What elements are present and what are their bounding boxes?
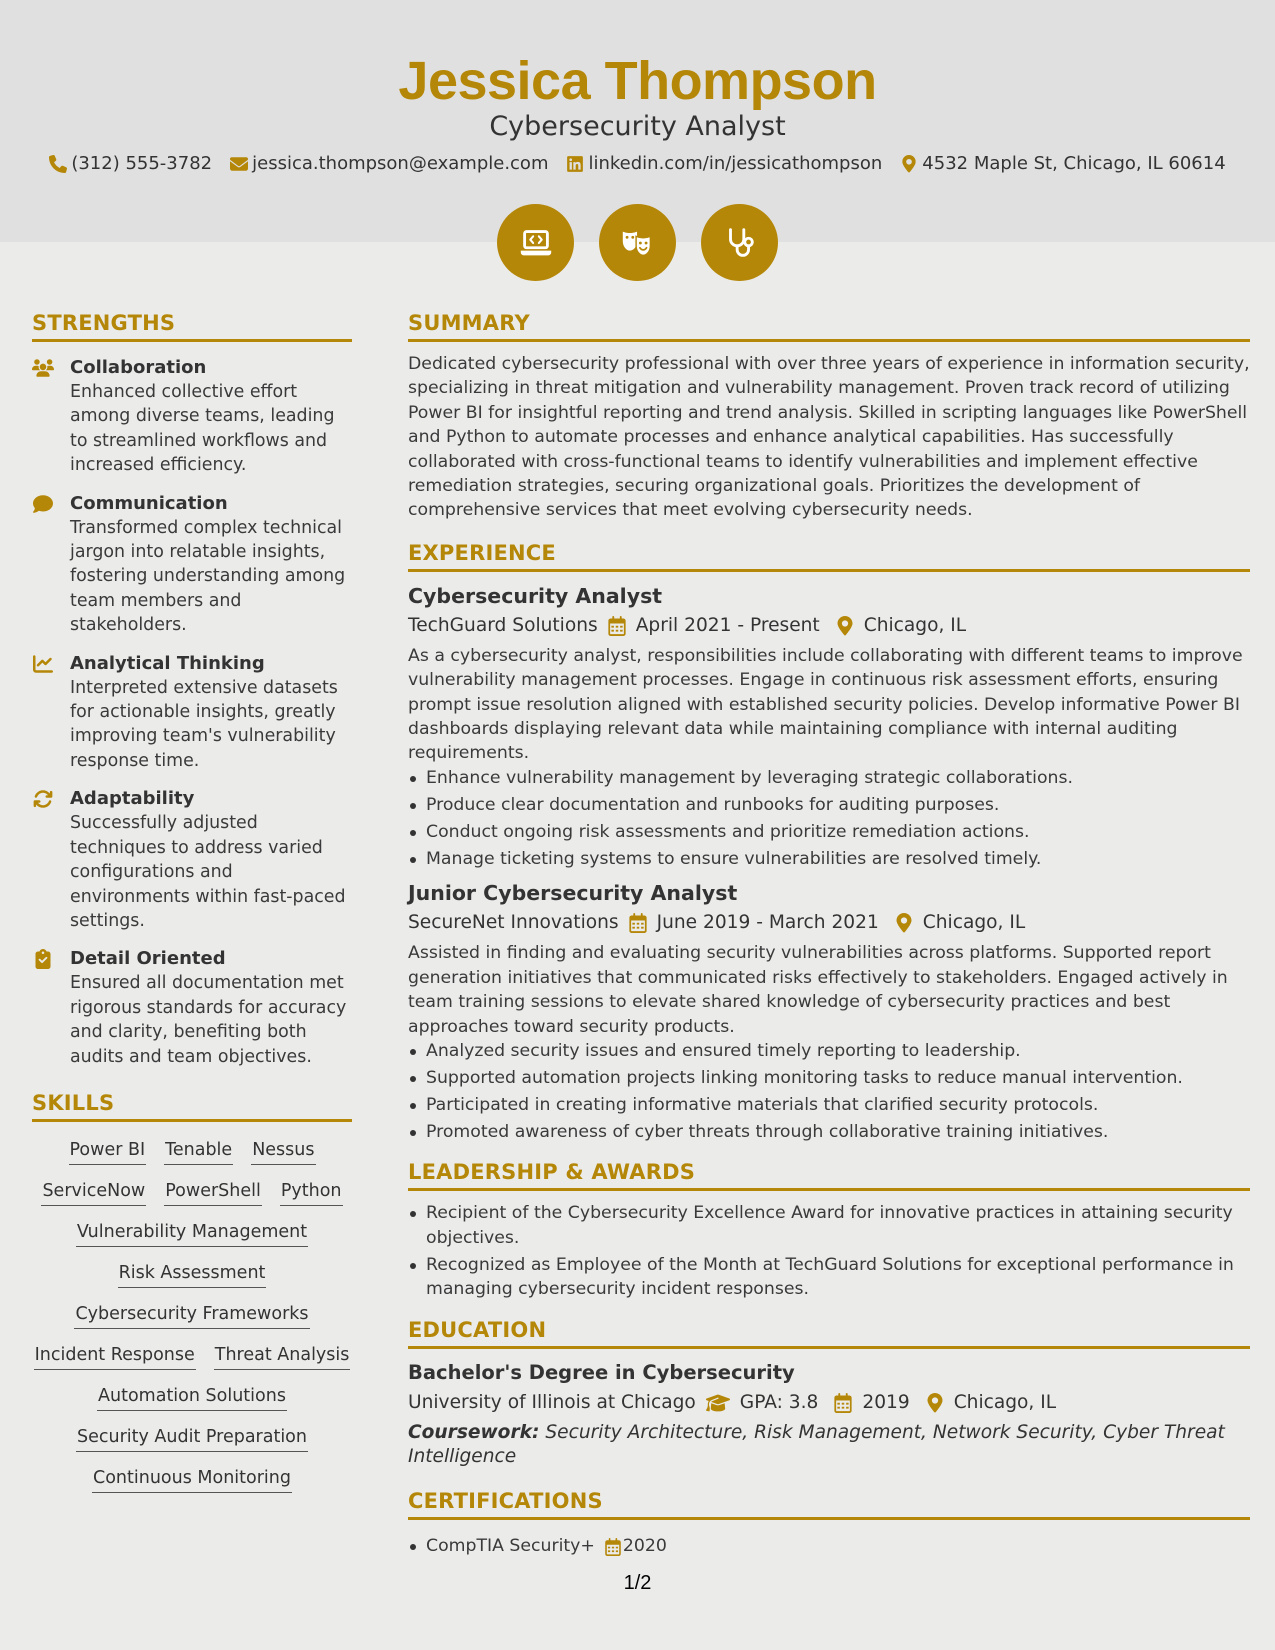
right-column bbox=[408, 309, 1250, 1561]
certifications-list bbox=[408, 1534, 1250, 1558]
strength-item bbox=[32, 947, 352, 1069]
strength-item bbox=[32, 652, 352, 774]
skill-tag: Risk Assessment bbox=[118, 1261, 267, 1288]
skill-row bbox=[32, 1220, 352, 1247]
strengths-heading: STRENGTHS bbox=[32, 309, 352, 342]
skill-row bbox=[32, 1302, 352, 1329]
clipboard-check-icon bbox=[32, 949, 54, 969]
strength-item bbox=[32, 356, 352, 478]
envelope-icon bbox=[230, 155, 248, 173]
skill-row bbox=[32, 1261, 352, 1288]
map-marker-icon bbox=[900, 155, 918, 173]
skill-tag: Nessus bbox=[251, 1138, 315, 1165]
badge-theater-masks bbox=[599, 204, 676, 281]
linkedin-icon bbox=[566, 155, 584, 173]
list-item: Supported automation projects linking monitoring tasks to reduce manual intervention. bbox=[408, 1066, 1250, 1090]
skill-tag: Security Audit Preparation bbox=[76, 1425, 308, 1452]
theater-masks-icon bbox=[619, 224, 657, 262]
skill-row bbox=[32, 1179, 352, 1206]
list-item: Produce clear documentation and runbooks for auditing purposes. bbox=[408, 793, 1250, 817]
job-dates: June 2019 - March 2021 bbox=[656, 912, 879, 934]
calendar-icon bbox=[605, 1538, 621, 1556]
strength-title: Adaptability bbox=[70, 788, 195, 810]
candidate-name: Jessica Thompson bbox=[398, 51, 877, 111]
gpa: GPA: 3.8 bbox=[739, 1391, 819, 1413]
coursework-label: Coursework: bbox=[408, 1421, 540, 1443]
badge-laptop-code bbox=[497, 204, 574, 281]
degree-title: Bachelor's Degree in Cybersecurity bbox=[408, 1360, 795, 1384]
education-heading: EDUCATION bbox=[408, 1316, 1250, 1349]
list-item: Conduct ongoing risk assessments and prioritize remediation actions. bbox=[408, 820, 1250, 844]
cert-year: 2020 bbox=[622, 1536, 667, 1557]
summary-heading: SUMMARY bbox=[408, 309, 1250, 342]
stethoscope-icon bbox=[721, 224, 759, 262]
job-bullets bbox=[408, 1039, 1250, 1144]
map-marker-icon bbox=[895, 913, 913, 933]
skill-tag: Continuous Monitoring bbox=[92, 1466, 292, 1493]
job-location: Chicago, IL bbox=[922, 912, 1026, 934]
address-text: 4532 Maple St, Chicago, IL 60614 bbox=[922, 153, 1226, 174]
coursework bbox=[408, 1421, 1250, 1470]
sync-icon bbox=[32, 789, 54, 809]
education-location: Chicago, IL bbox=[953, 1391, 1057, 1413]
skill-tag: Vulnerability Management bbox=[76, 1220, 308, 1247]
job-description: Assisted in finding and evaluating security vulnerabilities across platforms. Supported report generation initiatives that communicated risks effectively to stakeholders. Engaged actively in team training sessions to elevate shared knowledge of cybersecurity practices and best approaches toward security products. bbox=[408, 943, 1228, 1037]
contact-phone[interactable] bbox=[49, 152, 212, 176]
linkedin-text: linkedin.com/in/jessicathompson bbox=[588, 153, 883, 174]
leadership-heading: LEADERSHIP & AWARDS bbox=[408, 1158, 1250, 1191]
badge-stethoscope bbox=[701, 204, 778, 281]
chart-line-icon bbox=[32, 654, 54, 674]
skill-tag: Automation Solutions bbox=[97, 1384, 287, 1411]
graduation-year: 2019 bbox=[862, 1391, 910, 1413]
strength-title: Analytical Thinking bbox=[70, 652, 265, 674]
map-marker-icon bbox=[926, 1393, 944, 1413]
map-marker-icon bbox=[836, 616, 854, 636]
skill-row bbox=[32, 1466, 352, 1493]
comment-icon bbox=[32, 494, 54, 514]
skill-tag: Threat Analysis bbox=[214, 1343, 351, 1370]
contact-email[interactable] bbox=[230, 152, 548, 176]
skill-tag: Tenable bbox=[164, 1138, 233, 1165]
list-item: Recipient of the Cybersecurity Excellence Award for innovative practices in attaining security objectives. bbox=[408, 1201, 1250, 1250]
users-icon bbox=[32, 358, 54, 378]
education-meta bbox=[408, 1389, 1250, 1417]
contact-linkedin[interactable] bbox=[566, 152, 882, 176]
job-bullets bbox=[408, 766, 1250, 871]
list-item: Promoted awareness of cyber threats through collaborative training initiatives. bbox=[408, 1120, 1250, 1144]
page-number: 1/2 bbox=[623, 1572, 652, 1594]
job-dates: April 2021 - Present bbox=[635, 614, 820, 636]
contact-address bbox=[900, 152, 1225, 176]
strength-desc: Interpreted extensive datasets for actionable insights, greatly improving team's vulnerability response time. bbox=[70, 677, 338, 771]
skills-heading: SKILLS bbox=[32, 1089, 352, 1122]
certifications-heading: CERTIFICATIONS bbox=[408, 1487, 1250, 1520]
skill-tag: ServiceNow bbox=[41, 1179, 146, 1206]
calendar-icon bbox=[629, 913, 647, 933]
cert-name: CompTIA Security+ bbox=[426, 1536, 595, 1557]
job-meta bbox=[408, 612, 1250, 640]
leadership-list bbox=[408, 1201, 1250, 1301]
phone-text: (312) 555-3782 bbox=[71, 153, 213, 174]
skill-row bbox=[32, 1343, 352, 1370]
graduation-cap-icon bbox=[706, 1393, 730, 1413]
skill-tag: Incident Response bbox=[34, 1343, 196, 1370]
laptop-code-icon bbox=[517, 224, 555, 262]
list-item: Recognized as Employee of the Month at TechGuard Solutions for exceptional performance in managing cybersecurity incident responses. bbox=[408, 1253, 1250, 1302]
job-entry bbox=[408, 879, 1250, 1144]
job-title: Junior Cybersecurity Analyst bbox=[408, 881, 738, 906]
list-item: Participated in creating informative materials that clarified security protocols. bbox=[408, 1093, 1250, 1117]
calendar-icon bbox=[834, 1393, 852, 1413]
list-item: Manage ticketing systems to ensure vulnerabilities are resolved timely. bbox=[408, 847, 1250, 871]
strength-desc: Transformed complex technical jargon into relatable insights, fostering understanding among team members and stakeholders. bbox=[70, 517, 346, 636]
list-item bbox=[408, 1534, 1250, 1558]
job-company: TechGuard Solutions bbox=[408, 614, 598, 636]
job-title: Cybersecurity Analyst bbox=[408, 583, 663, 608]
job-entry bbox=[408, 582, 1250, 871]
skill-tag: PowerShell bbox=[164, 1179, 262, 1206]
skill-tag: Power BI bbox=[69, 1138, 147, 1165]
list-item: Analyzed security issues and ensured timely reporting to leadership. bbox=[408, 1039, 1250, 1063]
job-company: SecureNet Innovations bbox=[408, 912, 619, 934]
skill-row bbox=[32, 1425, 352, 1452]
summary-text: Dedicated cybersecurity professional with over three years of experience in information security, specializing in threat mitigation and vulnerability management. Proven track record of utilizing Power BI for insightful reporting and trend analysis. Skilled in scripting languages like PowerShell and Python to automate processes and enhance analytical capabilities. Has successfully collaborated with cross-functional teams to identify vulnerabilities and implement effective remediation strategies, securing organizational goals. Prioritizes the development of comprehensive services that meet evolving cybersecurity needs. bbox=[408, 354, 1250, 521]
skill-row bbox=[32, 1138, 352, 1165]
school-name: University of Illinois at Chicago bbox=[408, 1391, 696, 1413]
strength-desc: Successfully adjusted techniques to address varied configurations and environments within fast-paced settings. bbox=[70, 813, 346, 931]
coursework-text: Security Architecture, Risk Management, Network Security, Cyber Threat Intelligence bbox=[408, 1421, 1225, 1467]
left-column bbox=[32, 309, 352, 1507]
phone-icon bbox=[49, 155, 67, 173]
candidate-title: Cybersecurity Analyst bbox=[489, 111, 786, 142]
skills-list bbox=[32, 1138, 352, 1493]
contact-bar bbox=[0, 152, 1275, 176]
strength-title: Collaboration bbox=[70, 357, 207, 378]
experience-heading: EXPERIENCE bbox=[408, 539, 1250, 572]
interest-badges bbox=[0, 204, 1275, 281]
strength-title: Communication bbox=[70, 492, 228, 514]
strength-title: Detail Oriented bbox=[70, 948, 226, 970]
strength-desc: Enhanced collective effort among diverse teams, leading to streamlined workflows and increased efficiency. bbox=[70, 382, 335, 476]
skill-row bbox=[32, 1384, 352, 1411]
list-item: Enhance vulnerability management by leveraging strategic collaborations. bbox=[408, 766, 1250, 790]
skill-tag: Cybersecurity Frameworks bbox=[74, 1302, 309, 1329]
skill-tag: Python bbox=[280, 1179, 343, 1206]
job-description: As a cybersecurity analyst, responsibilities include collaborating with different teams to improve vulnerability management processes. Engage in continuous risk assessment efforts, ensuring prompt issue resolution aligned with established security policies. Develop informative Power BI dashboards displaying relevant data while maintaining compliance with internal auditing requirements. bbox=[408, 645, 1243, 764]
calendar-icon bbox=[608, 616, 626, 636]
strength-item bbox=[32, 787, 352, 933]
job-meta bbox=[408, 909, 1250, 937]
strength-desc: Ensured all documentation met rigorous standards for accuracy and clarity, benefiting both audits and team objectives. bbox=[70, 973, 347, 1067]
email-text: jessica.thompson@example.com bbox=[252, 153, 549, 174]
strength-item bbox=[32, 492, 352, 638]
job-location: Chicago, IL bbox=[863, 614, 967, 636]
